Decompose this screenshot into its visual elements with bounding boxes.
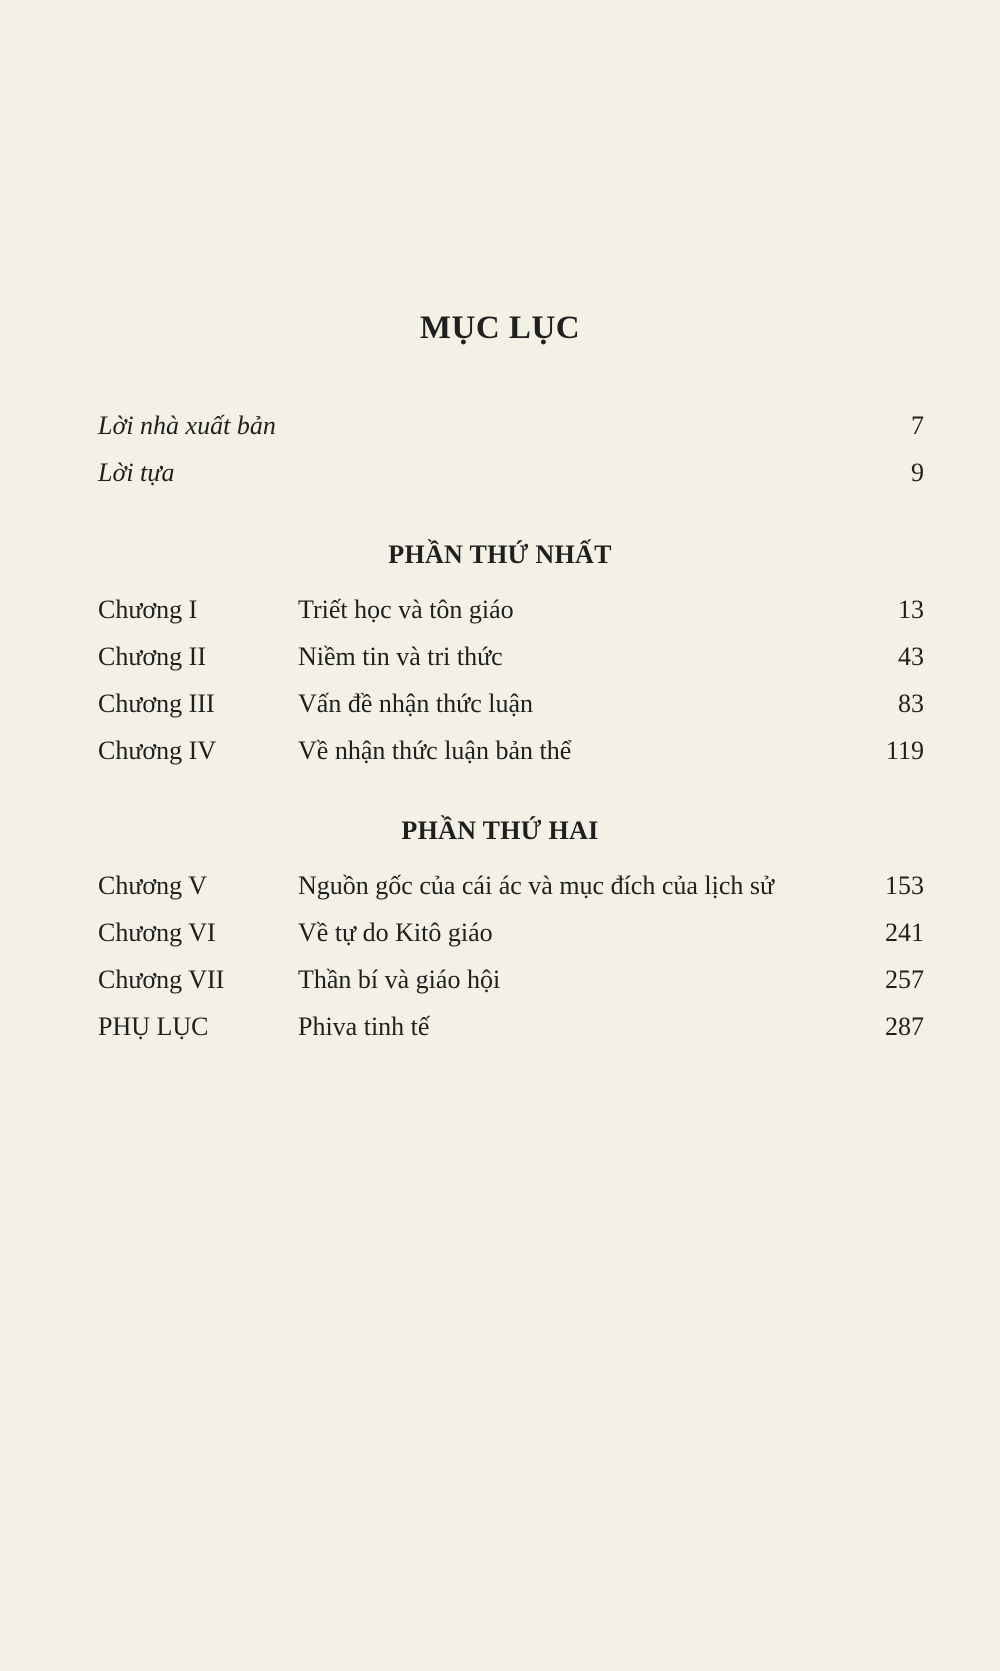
- chapter-label: Chương VI: [98, 918, 216, 947]
- entry-label: Lời tựa: [98, 458, 175, 487]
- chapter-title: Phiva tinh tế: [298, 1012, 430, 1041]
- entry-page-number: 257: [885, 965, 924, 994]
- toc-entry: [0, 866, 1000, 906]
- page-title: MỤC LỤC: [419, 310, 581, 346]
- entry-page-number: 7: [911, 411, 924, 440]
- chapter-title: Thần bí và giáo hội: [298, 965, 501, 994]
- chapter-label: Chương VII: [98, 965, 225, 994]
- entry-page-number: 43: [898, 642, 924, 671]
- toc-entry-appendix: [0, 1007, 1000, 1047]
- chapter-label: PHỤ LỤC: [98, 1012, 209, 1041]
- toc-entry: [0, 684, 1000, 724]
- chapter-title: Vấn đề nhận thức luận: [298, 689, 534, 718]
- toc-entry-preface: [0, 453, 1000, 493]
- entry-page-number: 83: [898, 689, 924, 718]
- chapter-label: Chương III: [98, 689, 215, 718]
- toc-entry: [0, 637, 1000, 677]
- chapter-title: Về nhận thức luận bản thể: [298, 736, 572, 765]
- toc-entry: [0, 590, 1000, 630]
- entry-page-number: 241: [885, 918, 924, 947]
- entry-page-number: 119: [885, 736, 924, 765]
- chapter-label: Chương II: [98, 642, 206, 671]
- chapter-title: Niềm tin và tri thức: [298, 642, 503, 671]
- toc-entry-foreword-publisher: [0, 406, 1000, 446]
- toc-entry: [0, 731, 1000, 771]
- part-heading-1: PHẦN THỨ NHẤT: [388, 540, 612, 569]
- toc-entry: [0, 913, 1000, 953]
- toc-entry: [0, 960, 1000, 1000]
- entry-label: Lời nhà xuất bản: [98, 411, 276, 440]
- chapter-title: Về tự do Kitô giáo: [298, 918, 493, 947]
- chapter-title: Triết học và tôn giáo: [298, 595, 514, 624]
- entry-page-number: 287: [885, 1012, 924, 1041]
- chapter-label: Chương IV: [98, 736, 217, 765]
- entry-page-number: 9: [911, 458, 924, 487]
- chapter-label: Chương V: [98, 871, 207, 900]
- chapter-title: Nguồn gốc của cái ác và mục đích của lịch sử: [298, 871, 775, 900]
- chapter-label: Chương I: [98, 595, 198, 624]
- part-heading-2: PHẦN THỨ HAI: [401, 816, 599, 845]
- entry-page-number: 153: [885, 871, 924, 900]
- entry-page-number: 13: [898, 595, 924, 624]
